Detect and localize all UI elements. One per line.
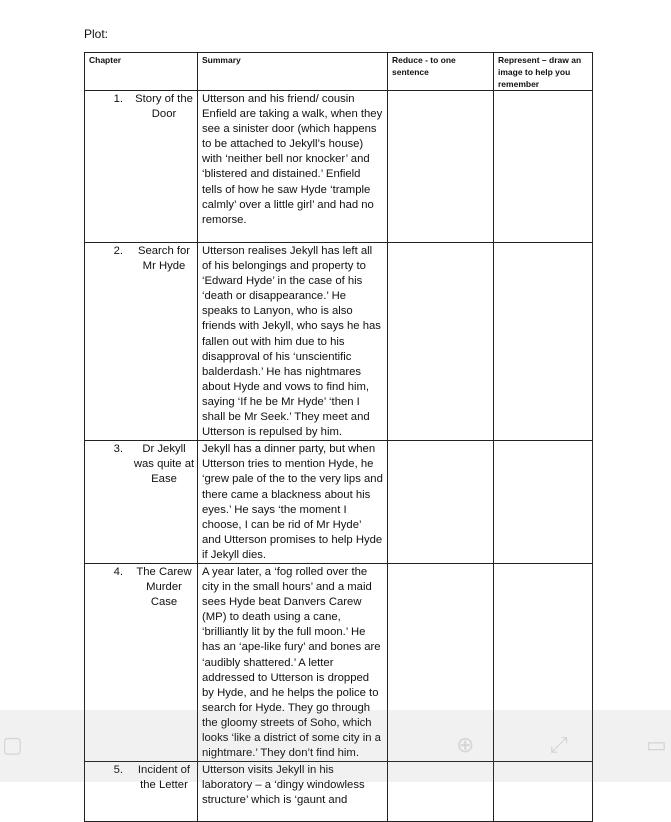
summary-cell: A year later, a ‘fog rolled over the city in the small hours’ and a maid sees Hyde beat Danvers Carew (MP) to death using a cane, ‘brilliantly lit by the full moon.’ He has an ‘ape-like fury’ and bones are ‘audibly shattered.’ A letter addressed to Utterson is dropped by Hyde, and he helps the police to search for Hyde. They go through the gloomy streets of Soho, which looks ‘like a district of some city in a nightmare.’ They don’t find him. — [198, 563, 388, 761]
chapter-cell — [85, 91, 198, 243]
header-represent: Represent – draw an image to help you remember — [494, 53, 593, 91]
chapter-title: The Carew Murder Case — [136, 565, 192, 609]
chapter-number: 1. — [113, 93, 123, 105]
table-header-row — [85, 53, 593, 91]
chapter-cell — [85, 563, 198, 761]
represent-cell[interactable] — [494, 243, 593, 441]
plot-table — [84, 52, 593, 822]
sidebar-icon[interactable]: ▢ — [2, 732, 23, 757]
table-row — [85, 91, 593, 243]
table-row — [85, 441, 593, 564]
print-icon[interactable]: ▭ — [646, 732, 667, 757]
summary-cell: Utterson visits Jekyll in his laboratory – a ‘dingy windowless structure’ which is ‘gaunt and — [198, 762, 388, 822]
chapter-cell — [85, 243, 198, 441]
represent-cell[interactable] — [494, 762, 593, 822]
summary-cell: Jekyll has a dinner party, but when Utterson tries to mention Hyde, he ‘grew pale of the to the very lips and there came a blackness about his eyes.’ He says ‘the moment I choose, I can be rid of Mr Hyde’ and Utterson promises to help Hyde if Jekyll dies. — [198, 441, 388, 564]
zoom-in-icon[interactable]: ⊕ — [456, 732, 475, 757]
chapter-title: Dr Jekyll was quite at Ease — [133, 443, 195, 486]
reduce-cell[interactable] — [388, 563, 494, 761]
table-row — [85, 243, 593, 441]
chapter-number: 3. — [113, 443, 123, 456]
chapter-title: Incident of the Letter — [137, 764, 191, 792]
chapter-title: Story of the Door — [135, 93, 193, 121]
represent-cell[interactable] — [494, 563, 593, 761]
chapter-number: 5. — [113, 764, 123, 777]
reduce-cell[interactable] — [388, 441, 494, 564]
chapter-number: 4. — [113, 565, 123, 578]
chapter-cell — [85, 762, 198, 822]
page-title: Plot: — [84, 27, 109, 41]
reduce-cell[interactable] — [388, 762, 494, 822]
reduce-cell[interactable] — [388, 91, 494, 243]
summary-cell: Utterson realises Jekyll has left all of his belongings and property to ‘Edward Hyde’ in the case of his ‘death or disappearance.’ He speaks to Lanyon, who is also friends with Jekyll, who says he has fallen out with him due to his disapproval of his ‘unscientific balderdash.’ He has nightmares about Hyde and vows to find him, saying ‘If he be Mr Hyde’ ‘then I shall be Mr Seek.’ They meet and Utterson is repulsed by him. — [198, 243, 388, 441]
chapter-number: 2. — [113, 245, 123, 257]
reduce-cell[interactable] — [388, 243, 494, 441]
header-reduce: Reduce - to one sentence — [388, 53, 494, 91]
header-summary: Summary — [198, 53, 388, 91]
chapter-title: Search for Mr Hyde — [137, 245, 191, 273]
represent-cell[interactable] — [494, 91, 593, 243]
summary-cell: Utterson and his friend/ cousin Enfield are taking a walk, when they see a sinister door (which happens to be attached to Jekyll’s house) with ‘neither bell nor knocker’ and ‘blistered and distained.’ Enfield tells of how he saw Hyde ‘trample calmly’ over a little girl’ and had no remorse. — [198, 91, 388, 243]
table-row — [85, 762, 593, 822]
header-chapter: Chapter — [85, 53, 198, 91]
represent-cell[interactable] — [494, 441, 593, 564]
chapter-cell — [85, 441, 198, 564]
expand-icon[interactable]: ⤢ — [550, 732, 568, 757]
table-row — [85, 563, 593, 761]
